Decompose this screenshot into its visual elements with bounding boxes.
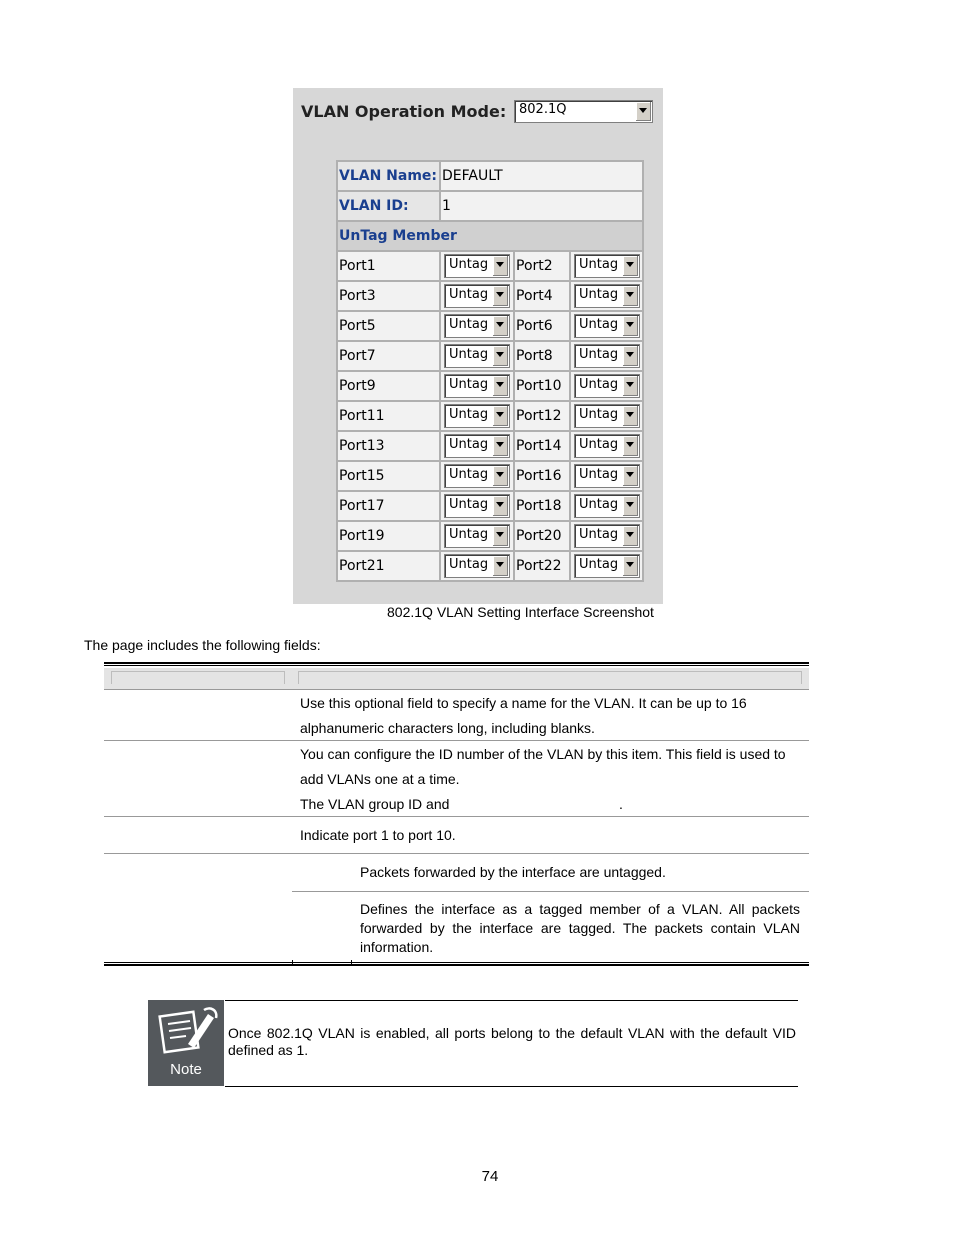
vlan-operation-mode-value: 802.1Q bbox=[519, 102, 567, 117]
port-label: Port16 bbox=[515, 462, 569, 490]
port-select-cell bbox=[571, 342, 642, 370]
table-row bbox=[338, 462, 642, 490]
port-tag-select[interactable] bbox=[444, 314, 510, 338]
port-tag-select[interactable] bbox=[444, 254, 510, 278]
port-tag-value: Untag bbox=[449, 287, 489, 302]
port-tag-select[interactable] bbox=[574, 344, 640, 368]
port-select-cell bbox=[571, 522, 642, 550]
port-label: Port9 bbox=[338, 372, 439, 400]
port-tag-value: Untag bbox=[579, 287, 619, 302]
port-tag-select[interactable] bbox=[574, 464, 640, 488]
chevron-down-icon[interactable] bbox=[492, 406, 508, 426]
port-select-cell bbox=[441, 522, 513, 550]
chevron-down-icon[interactable] bbox=[622, 256, 638, 276]
table-bottom-rule-inner bbox=[104, 962, 809, 963]
port-select-cell bbox=[441, 402, 513, 430]
header-divider bbox=[104, 689, 809, 690]
port-tag-select[interactable] bbox=[444, 434, 510, 458]
port-label: Port10 bbox=[515, 372, 569, 400]
port-tag-value: Untag bbox=[449, 497, 489, 512]
chevron-down-icon[interactable] bbox=[622, 556, 638, 576]
note-icon bbox=[148, 1000, 224, 1086]
port-label: Port21 bbox=[338, 552, 439, 580]
table-row bbox=[338, 372, 642, 400]
port-tag-select[interactable] bbox=[574, 254, 640, 278]
port-tag-select[interactable] bbox=[444, 344, 510, 368]
vlan-setting-screenshot bbox=[293, 88, 663, 604]
table-row bbox=[338, 252, 642, 280]
chevron-down-icon[interactable] bbox=[492, 376, 508, 396]
tag-desc: Defines the interface as a tagged member of a VLAN. All packets forwarded by the interface are tagged. The packets contain VLAN information. bbox=[360, 901, 800, 955]
port-tag-select[interactable] bbox=[574, 554, 640, 578]
port-label: Port12 bbox=[515, 402, 569, 430]
port-label: Port17 bbox=[338, 492, 439, 520]
chevron-down-icon[interactable] bbox=[492, 346, 508, 366]
port-label: Port14 bbox=[515, 432, 569, 460]
vlan-id-label: VLAN ID: bbox=[338, 192, 439, 220]
port-label: Port7 bbox=[338, 342, 439, 370]
chevron-down-icon[interactable] bbox=[492, 496, 508, 516]
table-row bbox=[338, 492, 642, 520]
port-select-cell bbox=[441, 282, 513, 310]
port-select-cell bbox=[441, 312, 513, 340]
port-tag-select[interactable] bbox=[574, 374, 640, 398]
port-tag-select[interactable] bbox=[444, 524, 510, 548]
port-tag-value: Untag bbox=[449, 467, 489, 482]
port-tag-select[interactable] bbox=[444, 494, 510, 518]
port-tag-value: Untag bbox=[579, 257, 619, 272]
vlan-name-field[interactable]: DEFAULT bbox=[441, 162, 642, 190]
intro-text: The page includes the following fields: bbox=[84, 637, 321, 653]
port-tag-select[interactable] bbox=[444, 554, 510, 578]
chevron-down-icon[interactable] bbox=[635, 102, 651, 121]
port-tag-value: Untag bbox=[449, 557, 489, 572]
port-select-cell bbox=[441, 462, 513, 490]
row-divider bbox=[104, 740, 809, 741]
chevron-down-icon[interactable] bbox=[622, 406, 638, 426]
port-label: Port11 bbox=[338, 402, 439, 430]
port-tag-select[interactable] bbox=[574, 314, 640, 338]
chevron-down-icon[interactable] bbox=[622, 496, 638, 516]
vlan-name-desc-line1: Use this optional field to specify a name for the VLAN. It can be up to 16 bbox=[300, 695, 747, 711]
port-select-cell bbox=[571, 282, 642, 310]
vlan-name-desc-line2: alphanumeric characters long, including blanks. bbox=[300, 720, 595, 736]
port-tag-value: Untag bbox=[449, 437, 489, 452]
port-tag-value: Untag bbox=[579, 497, 619, 512]
port-label: Port3 bbox=[338, 282, 439, 310]
port-label: Port22 bbox=[515, 552, 569, 580]
port-tag-value: Untag bbox=[579, 527, 619, 542]
port-tag-value: Untag bbox=[579, 317, 619, 332]
vlan-id-desc-line2: add VLANs one at a time. bbox=[300, 771, 460, 787]
table-row bbox=[338, 402, 642, 430]
port-tag-select[interactable] bbox=[444, 404, 510, 428]
untag-desc: Packets forwarded by the interface are untagged. bbox=[360, 864, 666, 880]
port-select-cell bbox=[441, 552, 513, 580]
port-tag-value: Untag bbox=[579, 437, 619, 452]
port-tag-select[interactable] bbox=[574, 434, 640, 458]
vlan-id-desc-line3: The VLAN group ID and bbox=[300, 796, 450, 812]
table-row bbox=[338, 432, 642, 460]
port-tag-select[interactable] bbox=[574, 404, 640, 428]
port-select-cell bbox=[571, 402, 642, 430]
table-header-cell-description bbox=[298, 671, 802, 684]
chevron-down-icon[interactable] bbox=[622, 436, 638, 456]
port-label: Port15 bbox=[338, 462, 439, 490]
port-tag-value: Untag bbox=[449, 317, 489, 332]
column-separator bbox=[351, 960, 352, 966]
port-tag-value: Untag bbox=[449, 257, 489, 272]
table-top-rule bbox=[104, 662, 809, 664]
chevron-down-icon[interactable] bbox=[492, 466, 508, 486]
chevron-down-icon[interactable] bbox=[492, 526, 508, 546]
page-number: 74 bbox=[481, 1168, 499, 1185]
port-tag-value: Untag bbox=[579, 557, 619, 572]
port-label: Port2 bbox=[515, 252, 569, 280]
chevron-down-icon[interactable] bbox=[622, 316, 638, 336]
chevron-down-icon[interactable] bbox=[622, 526, 638, 546]
table-row bbox=[338, 282, 642, 310]
port-rows bbox=[338, 252, 642, 580]
vlan-id-desc-line3-end: . bbox=[619, 796, 623, 812]
row-divider bbox=[104, 816, 809, 817]
chevron-down-icon[interactable] bbox=[492, 286, 508, 306]
chevron-down-icon[interactable] bbox=[492, 556, 508, 576]
row-divider bbox=[292, 891, 809, 892]
note-label: Note bbox=[170, 1061, 202, 1078]
port-label: Port18 bbox=[515, 492, 569, 520]
chevron-down-icon[interactable] bbox=[622, 466, 638, 486]
notepad-pen-icon bbox=[148, 1000, 224, 1060]
vlan-operation-mode-label: VLAN Operation Mode: bbox=[301, 102, 507, 121]
vlan-operation-mode-select[interactable] bbox=[514, 100, 653, 123]
row-divider bbox=[104, 853, 809, 854]
port-tag-select[interactable] bbox=[444, 374, 510, 398]
note-text: Once 802.1Q VLAN is enabled, all ports belong to the default VLAN with the default VID defined as 1. bbox=[228, 1025, 796, 1058]
table-row bbox=[338, 522, 642, 550]
port-select-cell bbox=[571, 492, 642, 520]
port-tag-value: Untag bbox=[579, 407, 619, 422]
vlan-name-label: VLAN Name: bbox=[338, 162, 439, 190]
chevron-down-icon[interactable] bbox=[622, 286, 638, 306]
port-select-cell bbox=[571, 312, 642, 340]
port-label: Port13 bbox=[338, 432, 439, 460]
port-select-cell bbox=[571, 252, 642, 280]
port-select-cell bbox=[571, 552, 642, 580]
untag-member-header: UnTag Member bbox=[338, 222, 642, 250]
port-select-cell bbox=[571, 432, 642, 460]
chevron-down-icon[interactable] bbox=[492, 436, 508, 456]
port-desc: Indicate port 1 to port 10. bbox=[300, 827, 456, 843]
port-tag-value: Untag bbox=[449, 407, 489, 422]
port-tag-select[interactable] bbox=[444, 464, 510, 488]
port-label: Port5 bbox=[338, 312, 439, 340]
table-row bbox=[338, 552, 642, 580]
table-top-rule-inner bbox=[104, 665, 809, 666]
chevron-down-icon[interactable] bbox=[622, 346, 638, 366]
table-row bbox=[338, 342, 642, 370]
port-label: Port20 bbox=[515, 522, 569, 550]
port-tag-value: Untag bbox=[579, 467, 619, 482]
port-select-cell bbox=[441, 372, 513, 400]
port-select-cell bbox=[571, 462, 642, 490]
port-tag-select[interactable] bbox=[574, 494, 640, 518]
port-label: Port6 bbox=[515, 312, 569, 340]
note-bottom-rule bbox=[225, 1086, 798, 1087]
port-tag-value: Untag bbox=[449, 377, 489, 392]
port-tag-value: Untag bbox=[449, 347, 489, 362]
port-select-cell bbox=[441, 252, 513, 280]
table-row bbox=[338, 312, 642, 340]
port-tag-value: Untag bbox=[449, 527, 489, 542]
port-label: Port1 bbox=[338, 252, 439, 280]
column-separator bbox=[292, 960, 293, 966]
port-tag-select[interactable] bbox=[444, 284, 510, 308]
port-tag-select[interactable] bbox=[574, 524, 640, 548]
port-tag-value: Untag bbox=[579, 347, 619, 362]
vlan-settings-table bbox=[336, 160, 644, 582]
port-select-cell bbox=[441, 342, 513, 370]
vlan-id-desc-line1: You can configure the ID number of the VLAN by this item. This field is used to bbox=[300, 746, 786, 762]
port-tag-value: Untag bbox=[579, 377, 619, 392]
vlan-id-field[interactable]: 1 bbox=[441, 192, 642, 220]
port-label: Port19 bbox=[338, 522, 439, 550]
note-top-rule bbox=[225, 1000, 798, 1001]
port-label: Port8 bbox=[515, 342, 569, 370]
chevron-down-icon[interactable] bbox=[492, 316, 508, 336]
figure-caption: 802.1Q VLAN Setting Interface Screenshot bbox=[387, 604, 654, 620]
port-tag-select[interactable] bbox=[574, 284, 640, 308]
port-select-cell bbox=[571, 372, 642, 400]
table-bottom-rule bbox=[104, 964, 809, 966]
chevron-down-icon[interactable] bbox=[492, 256, 508, 276]
table-header-cell-object bbox=[111, 671, 285, 684]
chevron-down-icon[interactable] bbox=[622, 376, 638, 396]
port-select-cell bbox=[441, 492, 513, 520]
port-select-cell bbox=[441, 432, 513, 460]
port-label: Port4 bbox=[515, 282, 569, 310]
